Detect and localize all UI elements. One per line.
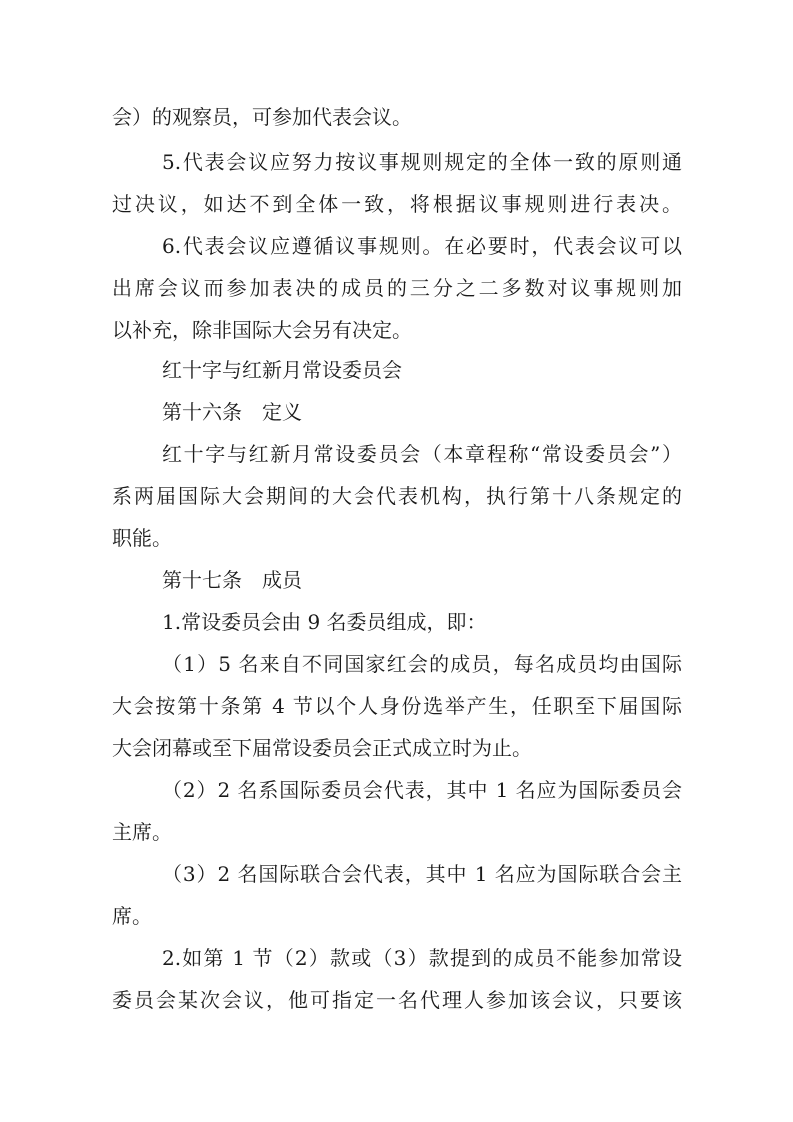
text-line: （1）5 名来自不同国家红会的成员，每名成员均由国际	[162, 652, 682, 676]
text-line: 大会闭幕或至下届常设委员会正式成立时为止。	[112, 736, 532, 760]
text-line: 系两届国际大会期间的大会代表机构，执行第十八条规定的	[112, 484, 682, 508]
text-line: 委员会某次会议，他可指定一名代理人参加该会议，只要该	[112, 988, 682, 1012]
text-line: （2）2 名系国际委员会代表，其中 1 名应为国际委员会	[162, 778, 682, 802]
text-line: 主席。	[112, 820, 172, 844]
text-line: （3）2 名国际联合会代表，其中 1 名应为国际联合会主	[162, 862, 682, 886]
text-line: 大会按第十条第 4 节以个人身份选举产生，任职至下届国际	[112, 694, 682, 718]
text-line: 以补充，除非国际大会另有决定。	[112, 318, 412, 342]
text-line: 6.代表会议应遵循议事规则。在必要时，代表会议可以	[162, 234, 682, 258]
text-line: 2.如第 1 节（2）款或（3）款提到的成员不能参加常设	[162, 946, 682, 970]
article-heading: 第十七条 成员	[162, 568, 302, 592]
section-heading: 红十字与红新月常设委员会	[162, 358, 402, 382]
text-line: 红十字与红新月常设委员会（本章程称“常设委员会”）	[162, 442, 682, 466]
article-heading: 第十六条 定义	[162, 400, 302, 424]
text-line: 过决议，如达不到全体一致，将根据议事规则进行表决。	[112, 192, 682, 216]
text-line: 会）的观察员，可参加代表会议。	[112, 105, 412, 129]
text-line: 职能。	[112, 526, 172, 550]
text-line: 出席会议而参加表决的成员的三分之二多数对议事规则加	[112, 276, 682, 300]
text-line: 5.代表会议应努力按议事规则规定的全体一致的原则通	[162, 150, 682, 174]
text-line: 1.常设委员会由 9 名委员组成，即：	[162, 610, 487, 634]
text-line: 席。	[112, 904, 152, 928]
